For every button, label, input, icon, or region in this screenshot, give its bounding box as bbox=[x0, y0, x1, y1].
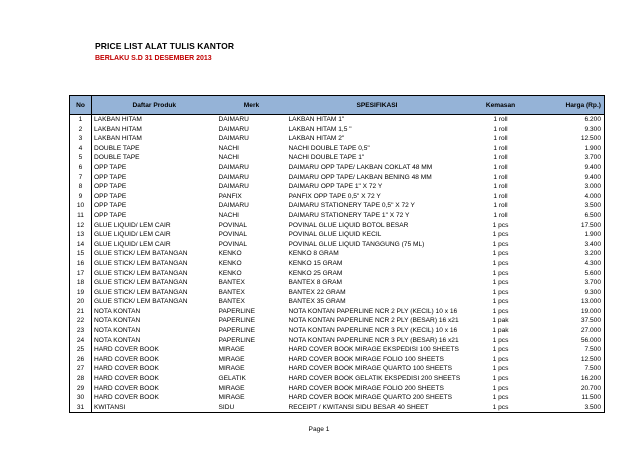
table-row bbox=[70, 173, 605, 183]
cell-produk: OPP TAPE bbox=[94, 163, 127, 171]
cell-no: 12 bbox=[70, 221, 92, 231]
cell-kemasan: 1 roll bbox=[493, 125, 508, 133]
cell-no: 25 bbox=[70, 345, 92, 355]
cell-produk: LAKBAN HITAM bbox=[94, 135, 142, 143]
cell-kemasan: 1 pcs bbox=[492, 250, 509, 258]
cell-merk: DAIMARU bbox=[218, 183, 249, 191]
table-row bbox=[70, 192, 605, 202]
table-row bbox=[70, 230, 605, 240]
table-row bbox=[70, 182, 605, 192]
header-produk: Daftar Produk bbox=[92, 96, 217, 115]
cell-spesifikasi: NOTA KONTAN PAPERLINE NCR 3 PLY (KECIL) 10 x 16 bbox=[288, 327, 458, 335]
cell-kemasan: 1 pcs bbox=[468, 403, 534, 413]
cell-produk: HARD COVER BOOK bbox=[94, 365, 159, 373]
header-harga: Harga (Rp.) bbox=[534, 96, 605, 115]
cell-kemasan: 1 roll bbox=[493, 154, 508, 162]
cell-spesifikasi: KENKO 15 GRAM bbox=[288, 259, 343, 267]
cell-spesifikasi: DAIMARU OPP TAPE/ LAKBAN BENING 48 MM bbox=[288, 173, 432, 181]
cell-merk: GELATIK bbox=[218, 375, 246, 383]
table-row bbox=[70, 211, 605, 221]
cell-merk: POVINAL bbox=[218, 221, 248, 229]
cell-harga: 3.000 bbox=[534, 182, 605, 192]
cell-kemasan: 1 pcs bbox=[492, 307, 509, 315]
table-row bbox=[70, 259, 605, 269]
cell-spesifikasi: PANFIX OPP TAPE 0,5" X 72 Y bbox=[288, 192, 381, 200]
cell-no: 14 bbox=[70, 240, 92, 250]
cell-spesifikasi: POVINAL GLUE LIQUID BOTOL BESAR bbox=[288, 221, 409, 229]
cell-spesifikasi: LAKBAN HITAM 1" bbox=[288, 116, 345, 123]
cell-spesifikasi: HARD COVER BOOK GELATIK EKSPEDISI 200 SHEETS bbox=[288, 375, 461, 383]
cell-kemasan: 1 pcs bbox=[492, 269, 509, 277]
cell-spesifikasi: LAKBAN HITAM 2" bbox=[288, 135, 345, 143]
cell-merk: KENKO bbox=[218, 259, 242, 267]
cell-produk: OPP TAPE bbox=[94, 211, 127, 219]
cell-spesifikasi: BANTEX 22 GRAM bbox=[288, 288, 346, 296]
cell-spesifikasi: DAIMARU OPP TAPE 1" X 72 Y bbox=[288, 183, 383, 191]
cell-produk: HARD COVER BOOK bbox=[94, 375, 159, 383]
table-row bbox=[70, 163, 605, 173]
cell-kemasan: 1 roll bbox=[493, 144, 508, 152]
cell-spesifikasi: KENKO 8 GRAM bbox=[288, 250, 339, 258]
document-title: PRICE LIST ALAT TULIS KANTOR bbox=[95, 41, 235, 51]
cell-spesifikasi: KENKO 25 GRAM bbox=[288, 269, 343, 277]
cell-kemasan: 1 pak bbox=[492, 317, 509, 325]
table-row bbox=[70, 144, 605, 154]
table-row bbox=[70, 374, 605, 384]
table-row bbox=[70, 403, 605, 413]
cell-harga: 19.000 bbox=[534, 307, 605, 317]
cell-spesifikasi: BANTEX 35 GRAM bbox=[288, 298, 346, 306]
cell-produk: GLUE STICK/ LEM BATANGAN bbox=[94, 269, 188, 277]
cell-harga: 7.500 bbox=[534, 364, 605, 374]
cell-harga: 6.500 bbox=[534, 211, 605, 221]
cell-produk: GLUE STICK/ LEM BATANGAN bbox=[94, 298, 188, 306]
cell-spesifikasi: BANTEX 8 GRAM bbox=[288, 279, 342, 287]
cell-kemasan: 1 pcs bbox=[492, 298, 509, 306]
cell-kemasan: 1 pcs bbox=[492, 279, 509, 287]
cell-spesifikasi: DAIMARU STATIONERY TAPE 0,5" X 72 Y bbox=[288, 202, 415, 210]
cell-harga: 1.900 bbox=[534, 144, 605, 154]
price-table bbox=[69, 95, 605, 413]
cell-no: 16 bbox=[70, 259, 92, 269]
cell-no: 9 bbox=[70, 192, 92, 202]
cell-no: 11 bbox=[70, 211, 92, 221]
cell-spesifikasi: HARD COVER BOOK MIRAGE QUARTO 100 SHEETS bbox=[288, 365, 453, 373]
cell-produk: DOUBLE TAPE bbox=[94, 154, 140, 162]
cell-merk: KENKO bbox=[218, 250, 242, 258]
cell-harga: 9.400 bbox=[534, 163, 605, 173]
cell-merk: NACHI bbox=[218, 211, 240, 219]
cell-produk: LAKBAN HITAM bbox=[94, 125, 142, 133]
cell-kemasan: 1 pcs bbox=[492, 240, 509, 248]
cell-harga: 56.000 bbox=[534, 336, 605, 346]
cell-kemasan: 1 pcs bbox=[492, 375, 509, 383]
cell-spesifikasi: NOTA KONTAN PAPERLINE NCR 2 PLY (KECIL) 10 x 16 bbox=[288, 307, 458, 315]
table-row bbox=[70, 364, 605, 374]
cell-produk: GLUE LIQUID/ LEM CAIR bbox=[94, 221, 171, 229]
cell-spesifikasi: DAIMARU STATIONERY TAPE 1" X 72 Y bbox=[288, 211, 410, 219]
cell-harga: 1.900 bbox=[534, 230, 605, 240]
header-merk: Merk bbox=[217, 96, 287, 115]
cell-kemasan: 1 pcs bbox=[492, 336, 509, 344]
cell-merk: PAPERLINE bbox=[218, 317, 256, 325]
cell-merk: DAIMARU bbox=[218, 202, 249, 210]
cell-merk: BANTEX bbox=[218, 288, 245, 296]
table-body bbox=[70, 115, 605, 413]
cell-harga: 7.500 bbox=[534, 345, 605, 355]
cell-produk: GLUE STICK/ LEM BATANGAN bbox=[94, 279, 188, 287]
cell-kemasan: 1 roll bbox=[493, 192, 508, 200]
cell-produk: NOTA KONTAN bbox=[94, 327, 141, 335]
cell-no: 29 bbox=[70, 384, 92, 394]
cell-merk: BANTEX bbox=[218, 279, 245, 287]
cell-kemasan: 1 pcs bbox=[492, 288, 509, 296]
cell-merk: NACHI bbox=[218, 154, 240, 162]
cell-merk: MIRAGE bbox=[218, 365, 245, 373]
document-subtitle: BERLAKU S.D 31 DESEMBER 2013 bbox=[95, 55, 212, 62]
cell-no: 5 bbox=[70, 153, 92, 163]
cell-merk: MIRAGE bbox=[218, 384, 245, 392]
cell-spesifikasi: DAIMARU OPP TAPE/ LAKBAN COKLAT 48 MM bbox=[288, 163, 433, 171]
cell-no: 18 bbox=[70, 278, 92, 288]
cell-harga: 27.000 bbox=[534, 326, 605, 336]
cell-kemasan: 1 roll bbox=[493, 202, 508, 210]
table-row bbox=[70, 288, 605, 298]
cell-produk: NOTA KONTAN bbox=[94, 317, 141, 325]
cell-harga: 17.500 bbox=[534, 221, 605, 231]
table-row bbox=[70, 316, 605, 326]
cell-kemasan: 1 pcs bbox=[492, 394, 509, 402]
cell-no: 22 bbox=[70, 316, 92, 326]
cell-harga: 4.300 bbox=[534, 259, 605, 269]
cell-kemasan: 1 pcs bbox=[492, 221, 509, 229]
cell-merk: MIRAGE bbox=[218, 355, 245, 363]
cell-kemasan: 1 pcs bbox=[492, 384, 509, 392]
cell-harga: 3.500 bbox=[534, 201, 605, 211]
cell-kemasan: 1 pcs bbox=[492, 231, 509, 239]
cell-kemasan: 1 roll bbox=[493, 211, 508, 219]
cell-spesifikasi: POVINAL GLUE LIQUID KECIL bbox=[288, 231, 382, 239]
cell-harga: 37.500 bbox=[534, 316, 605, 326]
table-row bbox=[70, 326, 605, 336]
cell-no: 21 bbox=[70, 307, 92, 317]
cell-merk: PAPERLINE bbox=[218, 307, 256, 315]
cell-produk: GLUE LIQUID/ LEM CAIR bbox=[94, 240, 171, 248]
cell-harga: 3.200 bbox=[534, 249, 605, 259]
cell-harga: 9.400 bbox=[534, 173, 605, 183]
cell-spesifikasi: HARD COVER BOOK MIRAGE FOLIO 200 SHEETS bbox=[288, 384, 444, 392]
cell-kemasan: 1 roll bbox=[493, 163, 508, 171]
cell-harga: 3.500 bbox=[534, 403, 605, 413]
cell-spesifikasi: NACHI DOUBLE TAPE 1" bbox=[288, 154, 365, 162]
cell-spesifikasi: HARD COVER BOOK MIRAGE FOLIO 100 SHEETS bbox=[288, 355, 444, 363]
table-header-row bbox=[70, 96, 605, 115]
cell-no: 1 bbox=[70, 115, 92, 125]
cell-kemasan: 1 roll bbox=[493, 173, 508, 181]
cell-harga: 12.500 bbox=[534, 355, 605, 365]
cell-kemasan: 1 roll bbox=[493, 183, 508, 191]
cell-produk: HARD COVER BOOK bbox=[94, 394, 159, 402]
table-row bbox=[70, 240, 605, 250]
cell-no: 31 bbox=[70, 403, 92, 413]
cell-merk: PAPERLINE bbox=[218, 327, 256, 335]
table-row bbox=[70, 345, 605, 355]
cell-no: 19 bbox=[70, 288, 92, 298]
table-row bbox=[70, 355, 605, 365]
cell-spesifikasi: LAKBAN HITAM 1,5 " bbox=[288, 125, 352, 133]
cell-produk: OPP TAPE bbox=[94, 202, 127, 210]
header-kemasan: Kemasan bbox=[468, 96, 534, 115]
table-row bbox=[70, 134, 605, 144]
cell-harga: 9.300 bbox=[534, 288, 605, 298]
page-number: Page 1 bbox=[308, 426, 330, 433]
table-row bbox=[70, 221, 605, 231]
cell-produk: GLUE STICK/ LEM BATANGAN bbox=[94, 259, 188, 267]
cell-produk: HARD COVER BOOK bbox=[94, 355, 159, 363]
header-spesifikasi: SPESIFIKASI bbox=[287, 96, 468, 115]
cell-no: 7 bbox=[70, 173, 92, 183]
cell-merk: POVINAL bbox=[218, 231, 248, 239]
cell-kemasan: 1 pcs bbox=[492, 355, 509, 363]
cell-spesifikasi: HARD COVER BOOK MIRAGE QUARTO 200 SHEETS bbox=[288, 394, 453, 402]
cell-no: 27 bbox=[70, 364, 92, 374]
cell-harga: 16.200 bbox=[534, 374, 605, 384]
cell-merk: DAIMARU bbox=[218, 125, 249, 133]
cell-produk: OPP TAPE bbox=[94, 192, 127, 200]
cell-produk: KWITANSI bbox=[92, 403, 217, 413]
cell-no: 26 bbox=[70, 355, 92, 365]
cell-harga: 9.300 bbox=[534, 125, 605, 135]
cell-harga: 3.700 bbox=[534, 153, 605, 163]
cell-produk: NOTA KONTAN bbox=[94, 336, 141, 344]
header-no: No bbox=[70, 96, 92, 115]
cell-kemasan: 1 pcs bbox=[492, 365, 509, 373]
cell-harga: 3.400 bbox=[534, 240, 605, 250]
cell-produk: GLUE LIQUID/ LEM CAIR bbox=[94, 231, 171, 239]
cell-kemasan: 1 roll bbox=[493, 116, 508, 123]
cell-no: 15 bbox=[70, 249, 92, 259]
cell-merk: KENKO bbox=[218, 269, 242, 277]
cell-merk: PANFIX bbox=[218, 192, 242, 200]
cell-kemasan: 1 pcs bbox=[492, 259, 509, 267]
cell-produk: OPP TAPE bbox=[94, 173, 127, 181]
cell-produk: HARD COVER BOOK bbox=[94, 384, 159, 392]
cell-no: 20 bbox=[70, 297, 92, 307]
cell-merk: BANTEX bbox=[218, 298, 245, 306]
cell-kemasan: 1 pcs bbox=[492, 346, 509, 354]
table-row bbox=[70, 201, 605, 211]
cell-harga: 5.600 bbox=[534, 269, 605, 279]
cell-no: 30 bbox=[70, 393, 92, 403]
cell-no: 28 bbox=[70, 374, 92, 384]
cell-produk: GLUE STICK/ LEM BATANGAN bbox=[94, 288, 188, 296]
cell-no: 6 bbox=[70, 163, 92, 173]
cell-harga: 11.500 bbox=[534, 393, 605, 403]
cell-harga: 20.700 bbox=[534, 384, 605, 394]
table-row bbox=[70, 297, 605, 307]
cell-merk: SIDU bbox=[217, 403, 287, 413]
cell-harga: 6.200 bbox=[534, 115, 605, 125]
cell-merk: MIRAGE bbox=[218, 346, 245, 354]
cell-merk: DAIMARU bbox=[218, 116, 249, 123]
cell-kemasan: 1 roll bbox=[493, 135, 508, 143]
cell-spesifikasi: HARD COVER BOOK MIRAGE EKSPEDISI 100 SHEETS bbox=[288, 346, 459, 354]
cell-merk: NACHI bbox=[218, 144, 240, 152]
cell-harga: 13.000 bbox=[534, 297, 605, 307]
table-row bbox=[70, 384, 605, 394]
cell-no: 24 bbox=[70, 336, 92, 346]
cell-no: 4 bbox=[70, 144, 92, 154]
table-row bbox=[70, 249, 605, 259]
table-row bbox=[70, 115, 605, 125]
cell-no: 23 bbox=[70, 326, 92, 336]
table-row bbox=[70, 336, 605, 346]
cell-no: 8 bbox=[70, 182, 92, 192]
cell-harga: 4.000 bbox=[534, 192, 605, 202]
cell-spesifikasi: NOTA KONTAN PAPERLINE NCR 2 PLY (BESAR) 16 x21 bbox=[288, 317, 459, 325]
table-row bbox=[70, 307, 605, 317]
cell-produk: OPP TAPE bbox=[94, 183, 127, 191]
cell-produk: LAKBAN HITAM bbox=[94, 116, 142, 123]
table-row bbox=[70, 153, 605, 163]
cell-produk: GLUE STICK/ LEM BATANGAN bbox=[94, 250, 188, 258]
cell-produk: HARD COVER BOOK bbox=[94, 346, 159, 354]
cell-produk: NOTA KONTAN bbox=[94, 307, 141, 315]
cell-harga: 3.700 bbox=[534, 278, 605, 288]
cell-spesifikasi: NOTA KONTAN PAPERLINE NCR 3 PLY (BESAR) 16 x21 bbox=[288, 336, 459, 344]
cell-spesifikasi: NACHI DOUBLE TAPE 0,5" bbox=[288, 144, 370, 152]
cell-kemasan: 1 pak bbox=[492, 327, 509, 335]
cell-produk: DOUBLE TAPE bbox=[94, 144, 140, 152]
table-row bbox=[70, 269, 605, 279]
cell-merk: POVINAL bbox=[218, 240, 248, 248]
cell-spesifikasi: RECEIPT / KWITANSI SIDU BESAR 40 SHEET bbox=[287, 403, 468, 413]
cell-no: 13 bbox=[70, 230, 92, 240]
cell-harga: 12.500 bbox=[534, 134, 605, 144]
cell-spesifikasi: POVINAL GLUE LIQUID TANGGUNG (75 ML) bbox=[288, 240, 425, 248]
cell-merk: DAIMARU bbox=[218, 163, 249, 171]
cell-merk: PAPERLINE bbox=[218, 336, 256, 344]
cell-merk: MIRAGE bbox=[218, 394, 245, 402]
table-row bbox=[70, 125, 605, 135]
cell-merk: DAIMARU bbox=[218, 135, 249, 143]
cell-no: 3 bbox=[70, 134, 92, 144]
cell-no: 2 bbox=[70, 125, 92, 135]
cell-no: 10 bbox=[70, 201, 92, 211]
table-row bbox=[70, 393, 605, 403]
table-row bbox=[70, 278, 605, 288]
cell-merk: DAIMARU bbox=[218, 173, 249, 181]
cell-no: 17 bbox=[70, 269, 92, 279]
